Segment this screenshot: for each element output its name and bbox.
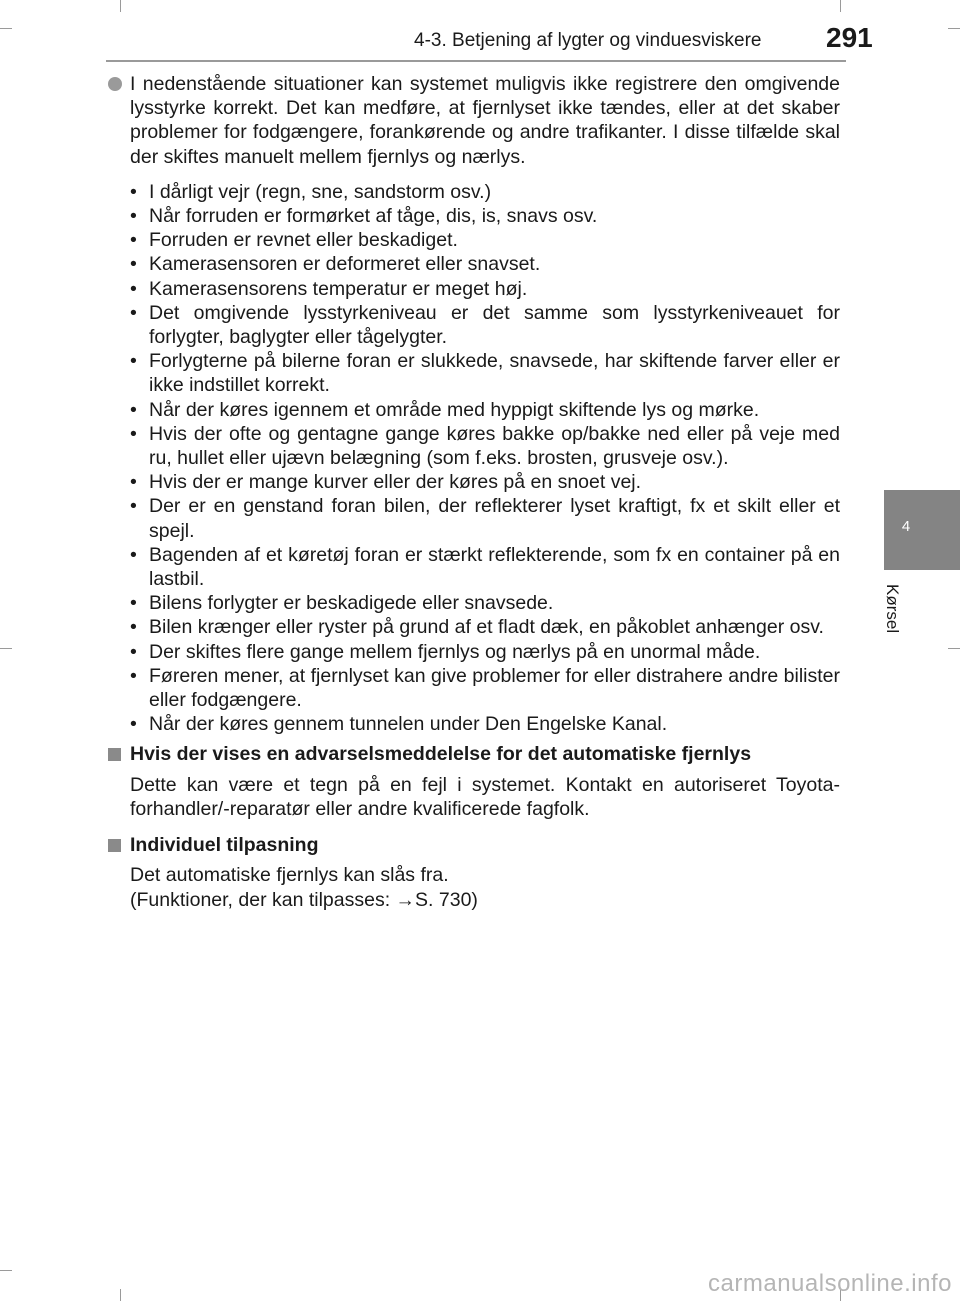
bullet-icon: • <box>130 253 137 276</box>
list-item <box>130 349 840 397</box>
section-heading-text: Individuel tilpasning <box>130 834 319 857</box>
list-item <box>130 204 840 228</box>
list-item <box>130 615 840 639</box>
list-item-text: Når der køres igennem et område med hyppigt skiftende lys og mørke. <box>149 398 760 421</box>
section-heading-text: Hvis der vises en advarselsmeddelelse for det automatiske fjernlys <box>130 743 752 766</box>
list-item-text: Bilen krænger eller ryster på grund af et fladt dæk, en påkoblet anhænger osv. <box>149 616 824 639</box>
warning-message-section <box>108 742 840 821</box>
list-item <box>130 180 840 204</box>
list-item <box>130 470 840 494</box>
bullet-icon: • <box>130 277 137 300</box>
section-body-line: Det automatiske fjernlys kan slås fra. <box>130 864 449 887</box>
list-item-text: Hvis der er mange kurver eller der køres på en snoet vej. <box>149 471 642 494</box>
bullet-icon: • <box>130 229 137 252</box>
list-item <box>130 301 840 349</box>
watermark: carmanualsonline.info <box>708 1270 952 1297</box>
list-item <box>130 422 840 470</box>
bullet-icon: • <box>130 495 137 518</box>
section-heading <box>108 742 840 766</box>
list-item-text: Forruden er revnet eller beskadiget. <box>149 229 458 252</box>
list-item <box>130 543 840 591</box>
chapter-number: 4 <box>901 518 911 535</box>
list-item <box>130 228 840 252</box>
list-item-text: Der er en genstand foran bilen, der reflekterer lyset kraftigt, fx et skilt eller et spejl. <box>149 495 840 542</box>
section-heading <box>108 833 840 857</box>
list-item-text: Bagenden af et køretøj foran er stærkt reflekterende, som fx en container på en lastbil. <box>149 543 840 591</box>
square-bullet-icon <box>108 748 121 761</box>
bullet-icon: • <box>130 205 137 228</box>
list-item-text: Hvis der ofte og gentagne gange køres bakke op/bakke ned eller på veje med ru, hullet eller ujævn belægning (som f.eks. brosten, grusveje osv.). <box>149 422 840 470</box>
bullet-icon: • <box>130 640 137 663</box>
bullet-icon: • <box>130 350 137 373</box>
section-body <box>130 863 840 911</box>
bullet-icon: • <box>130 664 137 687</box>
crop-mark <box>0 648 12 649</box>
list-item-text: Når der køres gennem tunnelen under Den Engelske Kanal. <box>149 713 668 736</box>
chapter-label-box <box>880 584 916 654</box>
bullet-icon: • <box>130 301 137 324</box>
intro-text: I nedenstående situationer kan systemet muligvis ikke registrere den omgivende lysstyrke korrekt. Det kan medføre, at fjernlyset ikke tændes, eller at det skaber problemer for fodgængere, forankørende og andre trafikanter. I disse tilfælde skal der skiftes manuelt mellem fjernlys og nærlys. <box>130 73 840 168</box>
intro-paragraph <box>108 72 840 169</box>
list-item <box>130 712 840 736</box>
header-rule <box>106 60 846 62</box>
customization-section <box>108 833 840 912</box>
chapter-tab <box>884 490 960 570</box>
page-number: 291 <box>826 22 873 53</box>
section-body: Dette kan være et tegn på en fejl i systemet. Kontakt en autoriseret Toyota-forhandler/-reparatør eller andre kvalificerede fagfolk. <box>130 773 840 820</box>
list-item-text: Føreren mener, at fjernlyset kan give problemer for eller distrahere andre bilister eller fodgængere. <box>149 664 840 712</box>
page-content <box>108 72 840 912</box>
list-item-text: Når forruden er formørket af tåge, dis, is, snavs osv. <box>149 205 598 228</box>
page-reference-link[interactable]: (Funktioner, der kan tilpasses: →S. 730) <box>130 888 478 911</box>
list-item-text: Forlygterne på bilerne foran er slukkede, snavsede, har skiftende farver eller er ikke indstillet korrekt. <box>149 350 840 397</box>
circle-bullet-icon <box>108 77 122 91</box>
list-item-text: Bilens forlygter er beskadigede eller snavsede. <box>149 592 554 615</box>
bullet-icon: • <box>130 592 137 615</box>
bullet-icon: • <box>130 398 137 421</box>
list-item-text: Det omgivende lysstyrkeniveau er det samme som lysstyrkeniveauet for forlygter, baglygter eller tågelygter. <box>149 301 840 349</box>
bullet-icon: • <box>130 422 137 445</box>
page-header <box>0 0 960 62</box>
bullet-icon: • <box>130 180 137 203</box>
bullet-icon: • <box>130 616 137 639</box>
list-item <box>130 591 840 615</box>
situation-list <box>130 180 840 737</box>
bullet-icon: • <box>130 471 137 494</box>
list-item-text: Kamerasensorens temperatur er meget høj. <box>149 277 528 300</box>
list-item-text: Kamerasensoren er deformeret eller snavset. <box>149 253 541 276</box>
list-item-text: I dårligt vejr (regn, sne, sandstorm osv.) <box>149 180 492 203</box>
crop-mark <box>948 648 960 649</box>
section-title: 4-3. Betjening af lygter og vinduesviskere <box>414 30 762 51</box>
list-item <box>130 252 840 276</box>
list-item <box>130 398 840 422</box>
list-item <box>130 640 840 664</box>
list-item-text: Der skiftes flere gange mellem fjernlys og nærlys på en unormal måde. <box>149 640 761 663</box>
list-item <box>130 664 840 712</box>
bullet-icon: • <box>130 543 137 566</box>
list-item <box>130 494 840 542</box>
bullet-icon: • <box>130 713 137 736</box>
chapter-label: Kørsel <box>883 584 902 634</box>
square-bullet-icon <box>108 839 121 852</box>
list-item <box>130 277 840 301</box>
